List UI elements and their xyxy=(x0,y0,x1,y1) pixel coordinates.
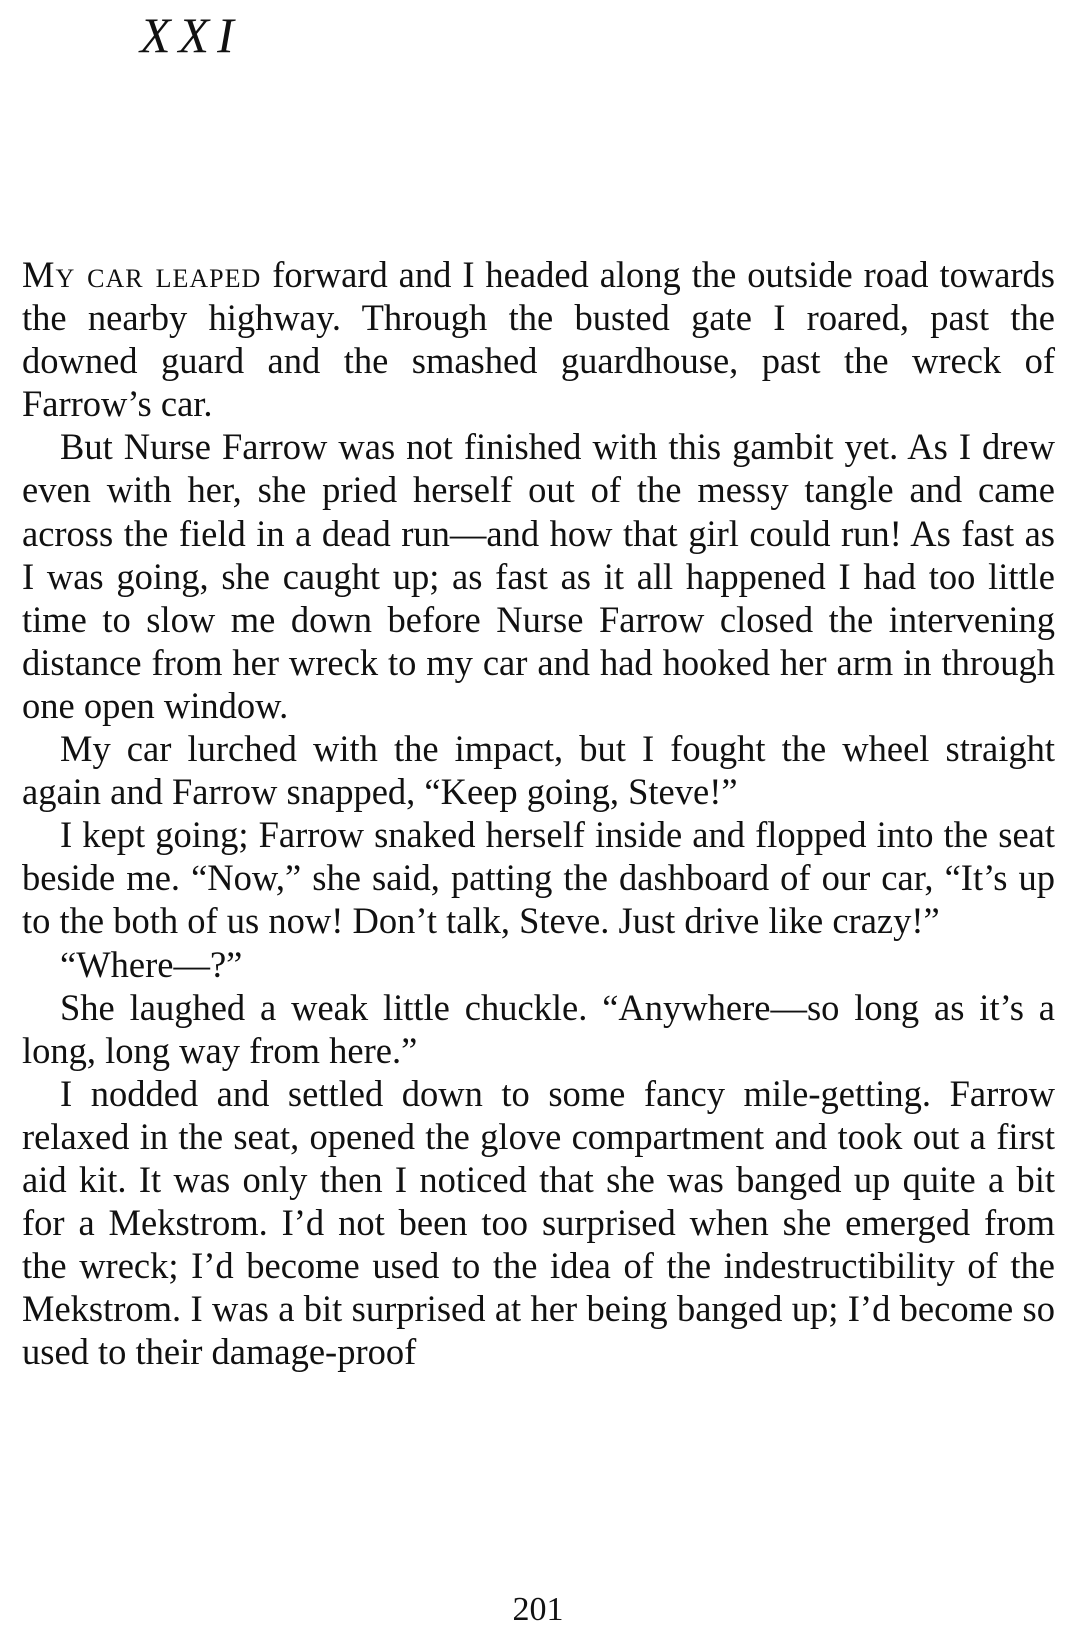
paragraph: “Where—?” xyxy=(60,943,243,985)
paragraph: I nodded and settled down to some fancy mile-getting. Farrow relaxed in the seat, opened the glove compartment and took out a first aid kit. It was only then I noticed that she was banged up quite a bit for a Mekstrom. I’d not been too surprised when she emerged from the wreck; I’d become used to the idea of the indestructibility of the Mekstrom. I was a bit surprised at her being banged up; I’d become so used to their damage-proof xyxy=(22,1072,1055,1373)
paragraph: I kept going; Farrow snaked herself inside and flopped into the seat beside me. “Now,” she said, patting the dashboard of our car, “It’s up to the both of us now! Don’t talk, Steve. Just drive like crazy!” xyxy=(22,814,1055,942)
paragraph: My car lurched with the impact, but I fought the wheel straight again and Farrow snapped, “Keep going, Steve!” xyxy=(22,728,1055,813)
page-number: 201 xyxy=(512,1591,564,1628)
lead-in: My car leaped xyxy=(22,254,262,295)
chapter-heading: XXI xyxy=(140,7,242,63)
paragraph: But Nurse Farrow was not finished with this gambit yet. As I drew even with her, she pried herself out of the messy tangle and came across the field in a dead run—and how that girl could run! As fast as I was going, she caught up; as fast as it all happened I had too little time to slow me down before Nurse Farrow closed the intervening distance from her wreck to my car and had hooked her arm in through one open window. xyxy=(22,426,1055,726)
paragraph xyxy=(22,253,1055,425)
body-text xyxy=(22,253,1055,1373)
paragraph: She laughed a weak little chuckle. “Anywhere—so long as it’s a long, long way from here.” xyxy=(22,986,1055,1071)
paragraph-text: forward and I headed along the outside road towards the nearby highway. Through the busted gate I roared, past the downed guard and the smashed guardhouse, past the wreck of Farrow’s car. xyxy=(22,254,1056,425)
